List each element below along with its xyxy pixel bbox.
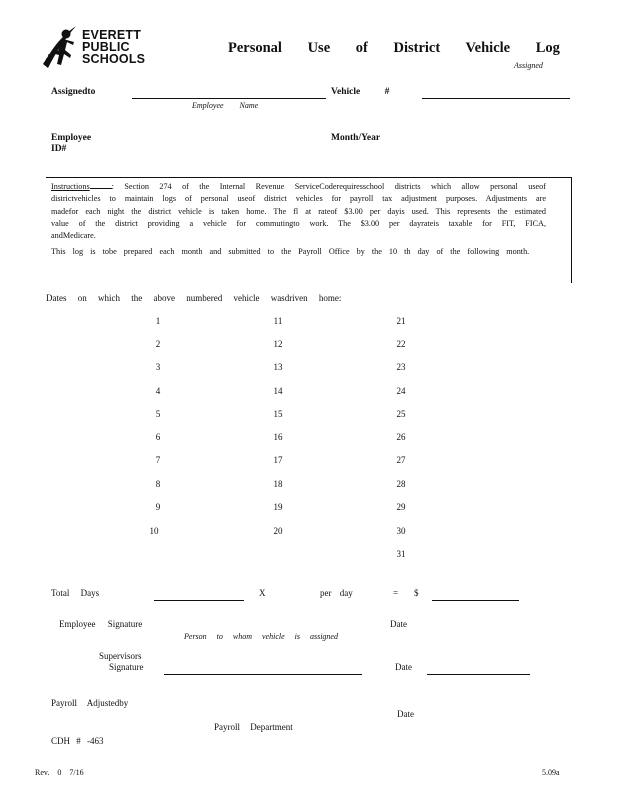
date-8[interactable]: 8 xyxy=(155,479,161,489)
instructions-label: Instructions xyxy=(51,182,90,191)
vehicle-number-field[interactable] xyxy=(422,98,570,99)
date-13[interactable]: 13 xyxy=(273,362,283,372)
supervisor-date-label: Date xyxy=(395,662,412,672)
total-days-field[interactable] xyxy=(154,600,244,601)
equals-sign: = xyxy=(393,588,399,598)
date-23[interactable]: 23 xyxy=(396,362,406,372)
date-21[interactable]: 21 xyxy=(396,316,406,326)
logo-line-3: SCHOOLS xyxy=(82,52,146,66)
date-12[interactable]: 12 xyxy=(273,339,283,349)
date-16[interactable]: 16 xyxy=(273,432,283,442)
date-9[interactable]: 9 xyxy=(155,502,161,512)
page-subtitle: Assigned xyxy=(514,61,543,70)
supervisors-signature-label: Signature xyxy=(109,662,144,672)
date-18[interactable]: 18 xyxy=(273,479,283,489)
logo xyxy=(40,24,165,74)
date-30[interactable]: 30 xyxy=(396,526,406,536)
date-15[interactable]: 15 xyxy=(273,409,283,419)
date-10[interactable]: 10 xyxy=(149,526,159,536)
form-code: 5.09a xyxy=(542,768,560,777)
revision-label: Rev. 0 7/16 xyxy=(35,768,84,777)
dollar-sign: $ xyxy=(414,588,419,598)
date-6[interactable]: 6 xyxy=(155,432,161,442)
employee-signature-date-label: Date xyxy=(390,619,407,629)
total-amount-field[interactable] xyxy=(432,600,519,601)
per-day-label: per day xyxy=(320,588,353,598)
logo-line-2: PUBLIC xyxy=(82,40,130,54)
date-26[interactable]: 26 xyxy=(396,432,406,442)
date-11[interactable]: 11 xyxy=(273,316,283,326)
employee-signature-label: Employee Signature xyxy=(59,619,143,629)
date-5[interactable]: 5 xyxy=(155,409,161,419)
assigned-to-field[interactable] xyxy=(132,98,326,99)
supervisor-date-field[interactable] xyxy=(427,674,530,675)
date-1[interactable]: 1 xyxy=(155,316,161,326)
employee-name-caption: Employee Name xyxy=(192,101,259,110)
payroll-adjusted-by-label: Payroll Adjustedby xyxy=(51,698,129,708)
page-title: Personal Use of District Vehicle Log xyxy=(228,40,560,56)
employee-id-label: Employee ID# xyxy=(51,133,92,154)
date-17[interactable]: 17 xyxy=(273,455,283,465)
date-7[interactable]: 7 xyxy=(155,455,161,465)
multiply-sign: X xyxy=(259,588,266,598)
instructions-paragraph-1: : Section 274 of the Internal Revenue ServiceCoderequiresschool districts which allow personal useof districtvehicles to maintain logs of personal useof district vehicles for payroll tax adjustment purposes. Adjustments are madefor each night the district vehicle is taken home. The fl at rateof $3.00 per dayis used. This represents the estimated value of the district providing a vehicle for commutingto work. The $3.00 per dayrateis taxable for FIT, FICA, andMedicare. xyxy=(51,182,546,241)
date-24[interactable]: 24 xyxy=(396,386,406,396)
runner-icon xyxy=(40,24,82,72)
date-14[interactable]: 14 xyxy=(273,386,283,396)
logo-line-1: EVERETT xyxy=(82,28,142,42)
date-22[interactable]: 22 xyxy=(396,339,406,349)
payroll-department-label: Payroll Department xyxy=(214,722,293,732)
vehicle-label: Vehicle # xyxy=(331,87,390,97)
date-25[interactable]: 25 xyxy=(396,409,406,419)
date-27[interactable]: 27 xyxy=(396,455,406,465)
total-days-label: Total Days xyxy=(51,588,100,598)
instructions xyxy=(51,181,546,259)
instructions-paragraph-2: This log is tobe prepared each month and submitted to the Payroll Office by the 10 th day of the following month. xyxy=(51,247,530,257)
date-19[interactable]: 19 xyxy=(273,502,283,512)
supervisors-label: Supervisors xyxy=(99,651,142,661)
date-29[interactable]: 29 xyxy=(396,502,406,512)
date-20[interactable]: 20 xyxy=(273,526,283,536)
date-2[interactable]: 2 xyxy=(155,339,161,349)
date-3[interactable]: 3 xyxy=(155,362,161,372)
cdh-code: CDH # -463 xyxy=(51,736,104,746)
payroll-date-label: Date xyxy=(397,709,414,719)
month-year-label: Month/Year xyxy=(331,133,381,143)
supervisor-signature-field[interactable] xyxy=(164,674,362,675)
date-31[interactable]: 31 xyxy=(396,549,406,559)
person-assigned-caption: Person to whom vehicle is assigned xyxy=(184,632,338,641)
assigned-to-label: Assignedto xyxy=(51,87,96,97)
dates-label: Dates on which the above numbered vehicle wasdriven home: xyxy=(46,293,342,303)
date-4[interactable]: 4 xyxy=(155,386,161,396)
date-28[interactable]: 28 xyxy=(396,479,406,489)
